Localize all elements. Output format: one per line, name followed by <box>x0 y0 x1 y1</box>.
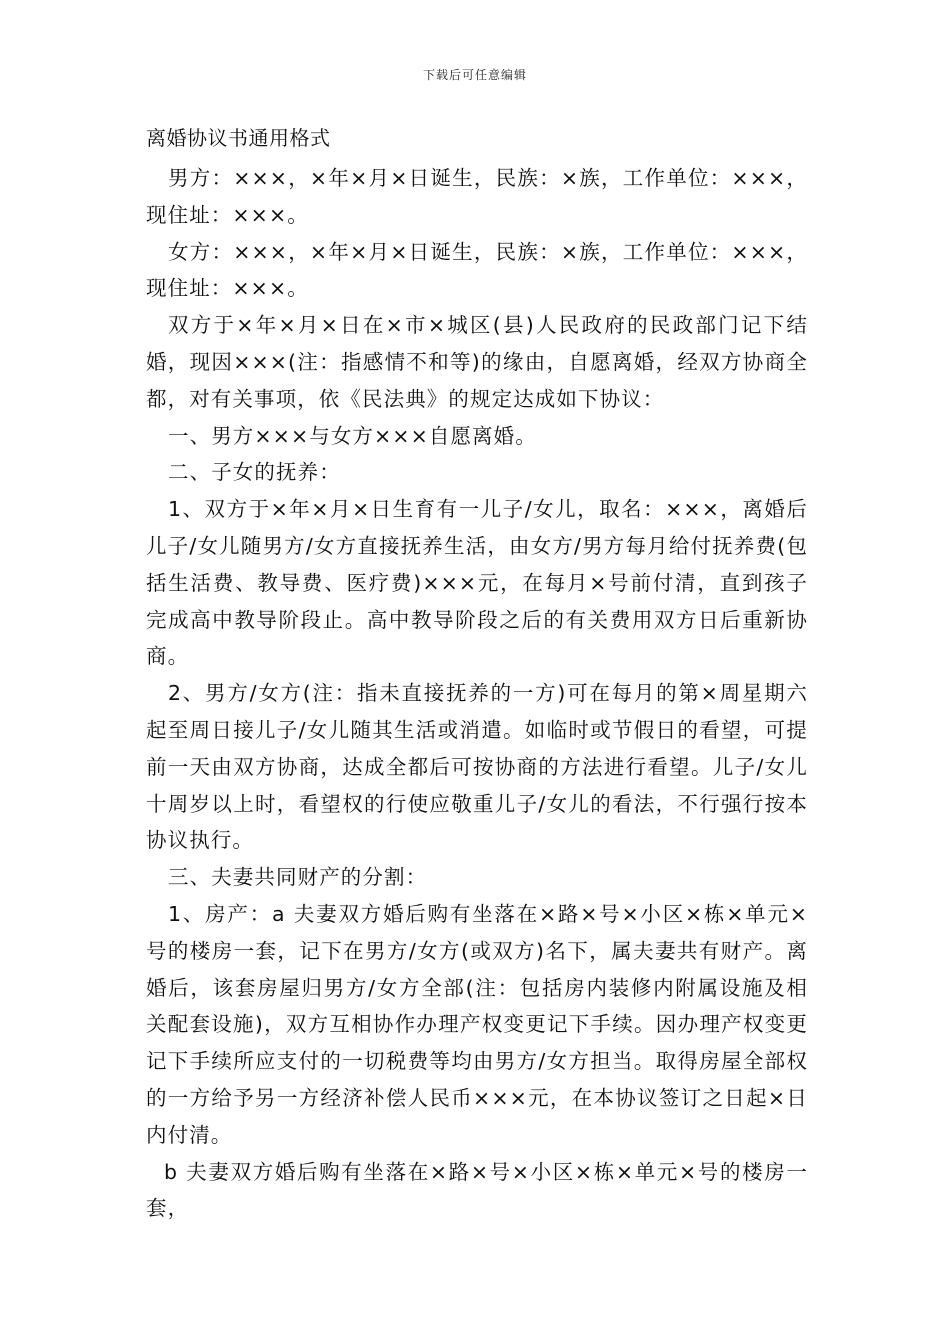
paragraph-section-one: 一、男方×××与女方×××自愿离婚。 <box>168 423 537 448</box>
document-title: 离婚协议书通用格式 <box>146 126 331 150</box>
paragraph-marriage-background: 双方于×年×月×日在×市×城区(县)人民政府的民政部门记下结婚，现因×××(注：指感情不和等)的缘由，自愿离婚，经双方协商全都，对有关事项，依《民法典》的规定达成如下协议： <box>146 313 808 411</box>
paragraph-section-three-heading: 三、夫妻共同财产的分割： <box>168 865 428 890</box>
paragraph-property-a: 1、房产：a 夫妻双方婚后购有坐落在×路×号×小区×栋×单元×号的楼房一套，记下在男方/女方(或双方)名下，属夫妻共有财产。离婚后，该套房屋归男方/女方全部(注：包括房内装修内附属设施及相关配套设施)，双方互相协作办理产权变更记下手续。因办理产权变更记下手续所应支付的一切税费等均由男方/女方担当。取得房屋全部权的一方给予另一方经济补偿人民币×××元，在本协议签订之日起×日内付清。 <box>146 901 808 1147</box>
paragraph-male-party: 男方：×××，×年×月×日诞生，民族：×族，工作单位：×××，现住址：×××。 <box>146 166 808 227</box>
paragraph-visitation: 2、男方/女方(注：指未直接抚养的一方)可在每月的第×周星期六起至周日接儿子/女儿随其生活或消遣。如临时或节假日的看望，可提前一天由双方协商，达成全都后可按协商的方法进行看望。儿子/女儿十周岁以上时，看望权的行使应敬重儿子/女儿的看法，不行强行按本协议执行。 <box>146 681 808 853</box>
document-body <box>146 124 808 1227</box>
paragraph-child-custody: 1、双方于×年×月×日生育有一儿子/女儿，取名：×××，离婚后儿子/女儿随男方/女方直接抚养生活，由女方/男方每月给付抚养费(包括生活费、教导费、医疗费)×××元，在每月×号前付清，直到孩子完成高中教导阶段止。高中教导阶段之后的有关费用双方日后重新协商。 <box>146 497 808 669</box>
header-note: 下载后可任意编辑 <box>422 68 527 82</box>
paragraph-property-b: b 夫妻双方婚后购有坐落在×路×号×小区×栋×单元×号的楼房一套， <box>146 1159 808 1221</box>
paragraph-female-party: 女方：×××，×年×月×日诞生，民族：×族，工作单位：×××，现住址：×××。 <box>146 239 808 301</box>
paragraph-section-two-heading: 二、子女的抚养： <box>168 460 341 485</box>
